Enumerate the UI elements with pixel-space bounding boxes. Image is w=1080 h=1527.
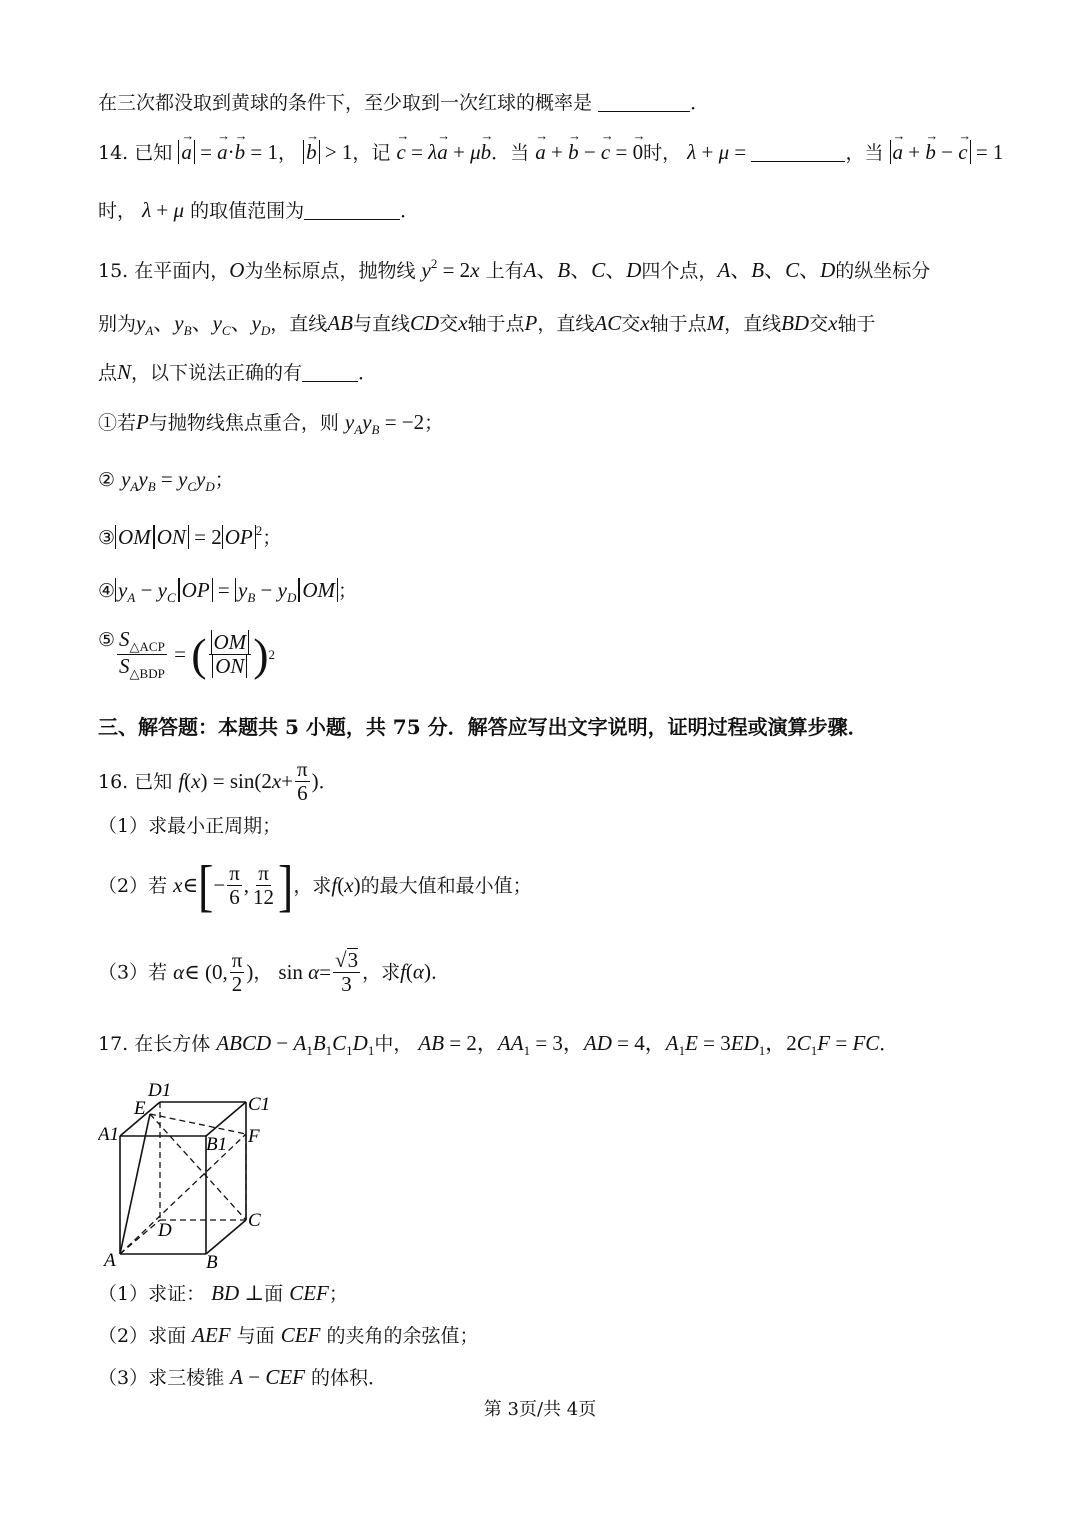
q16-fx-math: f(x)	[331, 873, 361, 898]
q17-number: 17.	[98, 1033, 129, 1055]
q14-line1	[98, 142, 1003, 163]
q15-text: 轴于点	[649, 313, 707, 335]
option-marker: ④	[98, 580, 116, 602]
q17-bd-math: BD ⊥	[211, 1281, 265, 1305]
q15-text: 交	[809, 313, 829, 335]
math-x: x	[828, 311, 838, 335]
q13-text: 在三次都没取到黄球的条件下，至少取到一次红球的概率是	[98, 92, 593, 114]
q14-text: 已知	[134, 142, 173, 164]
q17-text: 与面	[236, 1325, 275, 1347]
q15-text: ，直线	[270, 313, 328, 335]
q17-intro: 17. 在长方体 ABCD − $A_1B_1C_1D_1$中， AB = 2，$AA_1 = 3$，AD = 4，$A_1E = 3ED_1$，$2C_1F$ = FC．	[98, 1031, 899, 1058]
q15-option1: ①若P与抛物线焦点重合，则 $y_Ay_B = -2$；	[98, 410, 444, 437]
q17-text: 面	[264, 1283, 284, 1305]
q15-text: 轴于	[837, 313, 876, 335]
q14-lambda-mu-math: λ + μ	[142, 198, 185, 222]
option-marker: ③	[98, 527, 116, 549]
page-footer: 第 3页/共 4页	[483, 1399, 597, 1420]
q17-part1: （1）求证： BD ⊥面 CEF；	[98, 1281, 348, 1305]
line-AB: AB	[327, 311, 353, 335]
option3-math: OM ON = 2 OP $^2$	[115, 525, 262, 549]
q14-line2: 时， λ + μ 的取值范围为 ．	[98, 198, 420, 222]
q17-text: （2）求面	[98, 1325, 187, 1347]
q14-lambda-mu-math: λ + μ =	[687, 140, 752, 164]
q17-cef-math: CEF	[289, 1281, 329, 1305]
q16-text: （2）若	[98, 875, 168, 898]
q16-alpha-range-math: α ∈ (0, $\frac{\pi}{2}$ )	[173, 947, 254, 996]
points-ABCD: A、B、C、D	[523, 258, 642, 282]
q15-text: 四个点，	[641, 260, 718, 282]
q15-text: 交	[621, 313, 641, 335]
q17-aef-math: AEF	[192, 1323, 231, 1347]
q17-text: （3）求三棱锥	[98, 1367, 225, 1389]
q17-pyramid-math: A − CEF	[230, 1365, 305, 1389]
q15-line3: 点N，以下说法正确的有 ．	[98, 360, 378, 384]
q16-text: 的最大值和最小值；	[360, 875, 532, 898]
q14-text: 时，	[643, 142, 682, 164]
q14-text: 的取值范围为	[190, 200, 305, 222]
math-x: x	[458, 311, 468, 335]
q15-text: ，以下说法正确的有	[131, 362, 303, 384]
math-x: x	[640, 311, 650, 335]
section-heading: 三、解答题：本题共 5 小题，共 75 分．解答应写出文字说明，证明过程或演算步骤．	[98, 715, 868, 739]
q16-sin-math: sin α = $\frac{√3}{3}$	[278, 948, 359, 997]
label-C1: C1	[248, 1094, 271, 1115]
label-E: E	[134, 1098, 146, 1119]
q16-text: （3）若	[98, 961, 168, 984]
q14-sum-zero-math: → a + → b − → c = → 0	[535, 140, 643, 164]
option4-math: $y_A - y_C$ OP = $y_B - y_D$ OM	[115, 578, 338, 602]
q14-norm-eq-math: → a + → b − → c = 1	[890, 140, 1004, 164]
q14-text: ，当	[845, 142, 884, 164]
line-BD: BD	[781, 311, 810, 335]
q15-number: 15.	[98, 260, 129, 282]
q17-text: 在长方体	[134, 1033, 211, 1055]
q15-text: 点	[98, 362, 118, 384]
option-text: ①若	[98, 412, 137, 434]
q16-text: 已知	[134, 771, 173, 794]
q17-text: （1）求证：	[98, 1283, 206, 1305]
label-B1: B1	[206, 1134, 228, 1155]
parabola-equation: $y^2 = 2x$	[421, 256, 480, 282]
q17-text: 的体积．	[311, 1367, 388, 1389]
q16-text: ，	[253, 961, 273, 984]
q17-cef-math: CEF	[280, 1323, 321, 1347]
math-O: O	[229, 258, 245, 282]
q17-text: 中，	[374, 1033, 413, 1055]
label-D1: D1	[148, 1080, 172, 1101]
cuboid-edges-dashed	[120, 1102, 246, 1254]
q14-norm-b-math: → b > 1	[303, 140, 352, 164]
line-CD: CD	[409, 311, 440, 335]
label-A1: A1	[98, 1124, 120, 1145]
q15-line1	[98, 257, 930, 281]
q16-function-math: f ( x ) = sin(2 x + $\frac{\pi}{6}$ )	[178, 757, 319, 806]
q15-text: 的纵坐标分	[835, 260, 931, 282]
cuboid-figure	[98, 1074, 288, 1270]
option-text: 与抛物线焦点重合，则	[148, 412, 339, 434]
option5-math: $\frac{S_{\triangle ACP}}{S_{\triangle BDP}}$ = ( $\frac{OM}{ON}$ ) 2	[119, 627, 276, 682]
q16-interval-math: x ∈ [ − $\frac{\pi}{6}$ , $\frac{\pi}{12}$ ]	[173, 853, 294, 917]
q15-text: 轴于点	[467, 313, 525, 335]
q15-text: 交	[439, 313, 459, 335]
q17-part3	[98, 1367, 387, 1388]
q15-option3: ③ OM ON = 2 OP $^2$；	[98, 523, 282, 549]
q15-text: 上有	[485, 260, 524, 282]
q16-f-alpha-math: f(α)	[400, 959, 431, 984]
q17-given-math: AB = 2，$AA_1 = 3$，AD = 4，$A_1E = 3ED_1$，$2C_1F$ = FC	[418, 1031, 880, 1058]
answer-blank	[598, 93, 690, 112]
q16-number: 16.	[98, 771, 129, 794]
q16-text: ，求	[293, 875, 332, 898]
q14-text: ，记	[352, 142, 391, 164]
q15-text: 与直线	[352, 313, 410, 335]
label-A: A	[104, 1250, 116, 1270]
answer-blank	[304, 201, 400, 220]
q15-text: 在平面内，	[134, 260, 230, 282]
q15-option4: ④ $y_A - y_C$ OP = $y_B - y_D$ OM ；	[98, 578, 358, 605]
q16-intro: 16. 已知 f ( x ) = sin(2 x + $\frac{\pi}{6}$ ) ．	[98, 757, 338, 806]
answer-blank	[302, 363, 358, 382]
answer-blank	[751, 143, 845, 162]
q16-part2	[98, 853, 532, 917]
ordinates-math: $y_A$、$y_B$、$y_C$、$y_D$	[136, 311, 271, 338]
math-M: M	[706, 311, 725, 335]
q15-text: ，直线	[724, 313, 782, 335]
label-C: C	[248, 1210, 261, 1231]
line-AC: AC	[594, 311, 622, 335]
q14-text: 时，	[98, 200, 137, 222]
option-marker: ⑤	[98, 629, 116, 651]
q14-condition-math: → a = → a·→ b = 1	[178, 140, 278, 164]
points-ABCD: A、B、C、D	[717, 258, 836, 282]
q17-text: 的夹角的余弦值；	[326, 1325, 479, 1347]
math-P: P	[136, 410, 149, 434]
math-P: P	[524, 311, 538, 335]
q14-text: ．当	[491, 142, 530, 164]
q14-text: ，	[278, 142, 298, 164]
q15-text: 别为	[98, 313, 137, 335]
q13-line: 在三次都没取到黄球的条件下，至少取到一次红球的概率是 ．	[98, 92, 710, 114]
q16-text: ，求	[362, 961, 401, 984]
q14-number: 14.	[98, 142, 129, 164]
label-D: D	[158, 1220, 172, 1241]
option2-math: $y_Ay_B = y_Cy_D$	[121, 467, 215, 494]
q15-option5	[98, 628, 275, 682]
q16-part3: （3）若 α ∈ (0, $\frac{\pi}{2}$ ) ， sin α = $\frac{√3}{3}$ ，求f(α)．	[98, 947, 450, 997]
q14-c-def-math: → c = λ→ a + μ→ b	[396, 140, 491, 164]
cuboid-edges-solid	[120, 1102, 246, 1254]
math-N: N	[117, 360, 132, 384]
label-F: F	[248, 1126, 260, 1147]
q15-line2	[98, 313, 875, 337]
cuboid-name-math: ABCD − $A_1B_1C_1D_1$	[216, 1031, 375, 1058]
q15-text: 为坐标原点，抛物线	[244, 260, 416, 282]
q17-part2	[98, 1325, 478, 1346]
option-marker: ②	[98, 469, 116, 491]
option1-math: $y_Ay_B = -2$	[344, 410, 425, 437]
label-B: B	[206, 1252, 218, 1270]
q16-part1: （1）求最小正周期；	[98, 815, 282, 837]
q15-option2: ② $y_Ay_B = y_Cy_D$；	[98, 467, 234, 494]
q15-text: ，直线	[537, 313, 595, 335]
